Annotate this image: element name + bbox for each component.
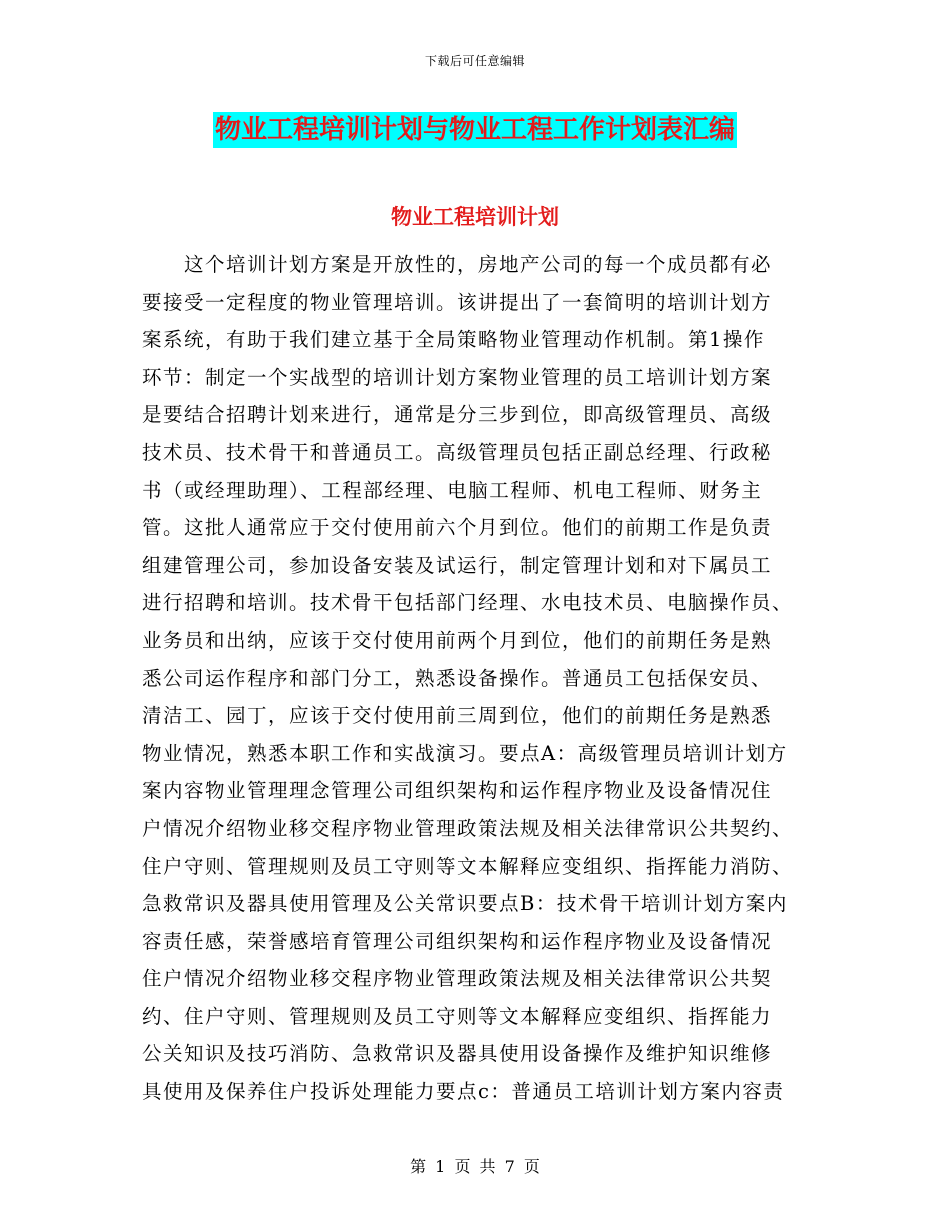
body-line: 容责任感，荣誉感培育管理公司组织架构和运作程序物业及设备情况	[142, 929, 773, 953]
page-header-note: 下载后可任意编辑	[424, 54, 525, 68]
body-line: 环节：制定一个实战型的培训计划方案物业管理的员工培训计划方案	[142, 365, 773, 389]
body-line: 悉公司运作程序和部门分工，熟悉设备操作。普通员工包括保安员、	[142, 666, 773, 690]
body-line: 案内容物业管理理念管理公司组织架构和运作程序物业及设备情况住	[142, 779, 773, 803]
body-line: 书（或经理助理）、工程部经理、电脑工程师、机电工程师、财务主	[142, 478, 763, 502]
body-line: 物业情况，熟悉本职工作和实战演习。要点A：高级管理员培训计划方	[142, 741, 788, 765]
body-line: 组建管理公司，参加设备安装及试运行，制定管理计划和对下属员工	[142, 553, 773, 577]
body-line: 公关知识及技巧消防、急救常识及器具使用设备操作及维护知识维修	[142, 1042, 773, 1066]
body-line: 急救常识及器具使用管理及公关常识要点B：技术骨干培训计划方案内	[142, 892, 788, 916]
body-line: 管。这批人通常应于交付使用前六个月到位。他们的前期工作是负责	[142, 516, 773, 540]
section-title: 物业工程培训计划	[391, 204, 559, 229]
document-title-container	[0, 112, 950, 148]
body-line: 清洁工、园丁，应该于交付使用前三周到位，他们的前期任务是熟悉	[142, 704, 773, 728]
body-line: 住户情况介绍物业移交程序物业管理政策法规及相关法律常识公共契	[142, 967, 773, 991]
body-line: 技术员、技术骨干和普通员工。高级管理员包括正副总经理、行政秘	[142, 440, 773, 464]
body-line: 住户守则、管理规则及员工守则等文本解释应变组织、指挥能力消防、	[142, 854, 794, 878]
body-line: 具使用及保养住户投诉处理能力要点c：普通员工培训计划方案内容责	[142, 1080, 785, 1104]
body-line: 要接受一定程度的物业管理培训。该讲提出了一套简明的培训计划方	[142, 290, 773, 314]
body-line: 这个培训计划方案是开放性的，房地产公司的每一个成员都有必	[142, 253, 773, 276]
body-line: 进行招聘和培训。技术骨干包括部门经理、水电技术员、电脑操作员、	[142, 591, 794, 615]
body-line: 案系统，有助于我们建立基于全局策略物业管理动作机制。第1操作	[142, 328, 765, 352]
body-line: 约、住户守则、管理规则及员工守则等文本解释应变组织、指挥能力	[142, 1004, 773, 1028]
body-line: 户情况介绍物业移交程序物业管理政策法规及相关法律常识公共契约、	[142, 816, 794, 840]
document-title: 物业工程培训计划与物业工程工作计划表汇编	[213, 112, 737, 148]
body-paragraph	[142, 246, 810, 1111]
page-number-footer: 第 1 页 共 7 页	[410, 1157, 540, 1176]
body-line: 是要结合招聘计划来进行，通常是分三步到位，即高级管理员、高级	[142, 403, 773, 427]
body-line: 业务员和出纳，应该于交付使用前两个月到位，他们的前期任务是熟	[142, 628, 773, 652]
